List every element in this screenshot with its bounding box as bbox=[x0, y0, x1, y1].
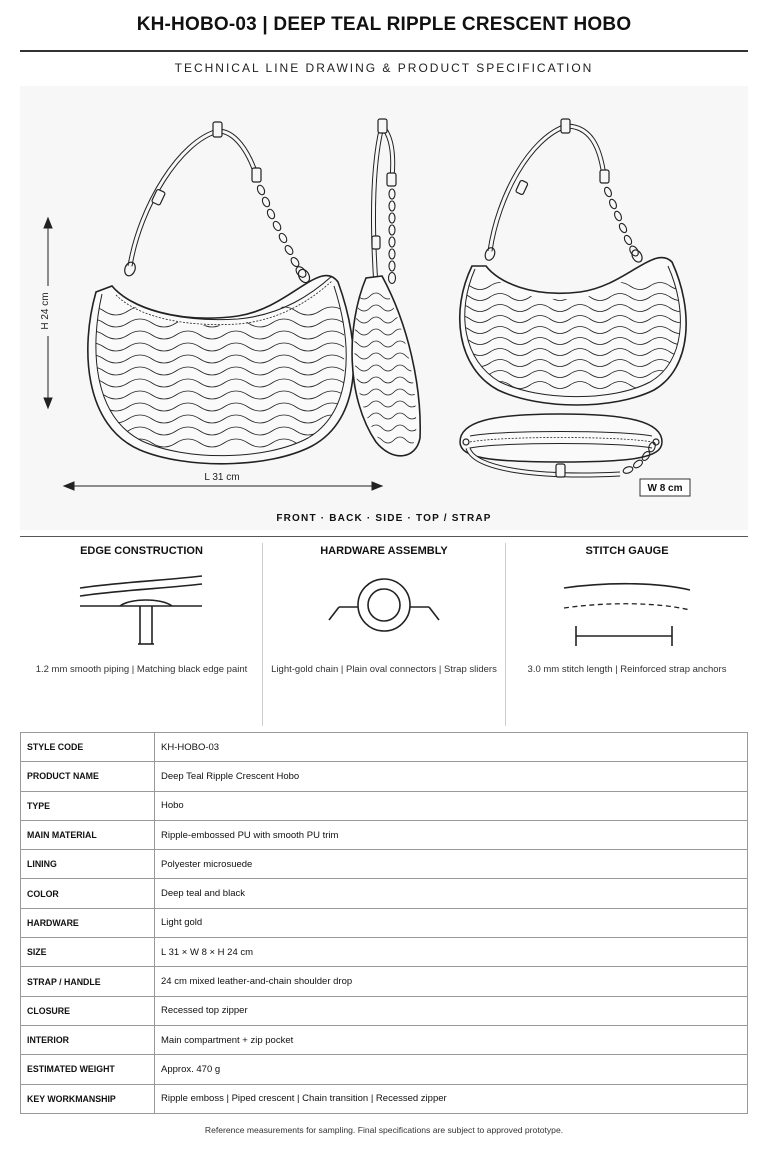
front-chain bbox=[256, 184, 308, 279]
spec-row bbox=[21, 733, 748, 762]
spec-row bbox=[21, 908, 748, 937]
spec-row bbox=[21, 938, 748, 967]
back-view bbox=[450, 119, 690, 405]
spec-value: Deep Teal Ripple Crescent Hobo bbox=[155, 762, 748, 791]
spec-key: LINING bbox=[21, 850, 155, 879]
spec-value: 24 cm mixed leather-and-chain shoulder drop bbox=[155, 967, 748, 996]
stitch-gauge-icon bbox=[506, 568, 748, 658]
spec-value: Ripple-embossed PU with smooth PU trim bbox=[155, 820, 748, 849]
top-view bbox=[460, 414, 662, 477]
technical-drawing bbox=[20, 86, 748, 530]
views-caption: FRONT · BACK · SIDE · TOP / STRAP bbox=[276, 513, 492, 524]
spec-row bbox=[21, 996, 748, 1025]
spec-key: KEY WORKMANSHIP bbox=[21, 1084, 155, 1113]
spec-row bbox=[21, 967, 748, 996]
spec-key: PRODUCT NAME bbox=[21, 762, 155, 791]
page-subtitle: TECHNICAL LINE DRAWING & PRODUCT SPECIFICATION bbox=[174, 61, 594, 75]
detail-note: 3.0 mm stitch length | Reinforced strap anchors bbox=[527, 664, 727, 675]
spec-value: Polyester microsuede bbox=[155, 850, 748, 879]
spec-value: Hobo bbox=[155, 791, 748, 820]
technical-drawing-panel bbox=[20, 86, 748, 530]
height-label: H 24 cm bbox=[40, 292, 51, 330]
spec-value: Main compartment + zip pocket bbox=[155, 1025, 748, 1054]
spec-key: INTERIOR bbox=[21, 1025, 155, 1054]
spec-row bbox=[21, 1055, 748, 1084]
spec-key: MAIN MATERIAL bbox=[21, 820, 155, 849]
spec-row bbox=[21, 762, 748, 791]
spec-value: KH-HOBO-03 bbox=[155, 733, 748, 762]
section-rule bbox=[20, 536, 748, 537]
footnote: Reference measurements for sampling. Final specifications are subject to approved prototype. bbox=[204, 1125, 564, 1135]
side-view bbox=[346, 119, 420, 456]
detail-hardware-assembly bbox=[263, 538, 505, 726]
back-chain bbox=[603, 186, 640, 257]
detail-title: HARDWARE ASSEMBLY bbox=[320, 545, 448, 557]
spec-row bbox=[21, 1025, 748, 1054]
spec-value: Light gold bbox=[155, 908, 748, 937]
spec-value: Ripple emboss | Piped crescent | Chain transition | Recessed zipper bbox=[155, 1084, 748, 1113]
spec-row bbox=[21, 850, 748, 879]
front-view bbox=[80, 122, 354, 464]
spec-key: ESTIMATED WEIGHT bbox=[21, 1055, 155, 1084]
length-label: L 31 cm bbox=[204, 472, 240, 483]
spec-value: Approx. 470 g bbox=[155, 1055, 748, 1084]
spec-key: HARDWARE bbox=[21, 908, 155, 937]
detail-note: 1.2 mm smooth piping | Matching black edge paint bbox=[35, 664, 248, 675]
spec-key: SIZE bbox=[21, 938, 155, 967]
spec-value: Recessed top zipper bbox=[155, 996, 748, 1025]
edge-construction-icon bbox=[20, 568, 263, 658]
page-title: KH-HOBO-03 | DEEP TEAL RIPPLE CRESCENT HOBO bbox=[136, 14, 632, 35]
side-chain bbox=[389, 189, 396, 284]
spec-row bbox=[21, 820, 748, 849]
spec-key: COLOR bbox=[21, 879, 155, 908]
detail-title: EDGE CONSTRUCTION bbox=[80, 545, 203, 557]
spec-row bbox=[21, 879, 748, 908]
detail-title: STITCH GAUGE bbox=[585, 545, 669, 557]
spec-key: TYPE bbox=[21, 791, 155, 820]
width-label: W 8 cm bbox=[647, 483, 683, 494]
spec-key: STRAP / HANDLE bbox=[21, 967, 155, 996]
detail-note: Light-gold chain | Plain oval connectors | Strap sliders bbox=[271, 664, 497, 675]
detail-stitch-gauge bbox=[506, 538, 748, 726]
spec-key: STYLE CODE bbox=[21, 733, 155, 762]
spec-value: Deep teal and black bbox=[155, 879, 748, 908]
title-rule bbox=[20, 50, 748, 52]
specification-table bbox=[20, 732, 748, 1114]
hardware-assembly-icon bbox=[263, 568, 505, 658]
spec-row bbox=[21, 1084, 748, 1113]
detail-edge-construction bbox=[20, 538, 263, 726]
spec-value: L 31 × W 8 × H 24 cm bbox=[155, 938, 748, 967]
spec-row bbox=[21, 791, 748, 820]
spec-key: CLOSURE bbox=[21, 996, 155, 1025]
length-dimension bbox=[64, 482, 382, 490]
